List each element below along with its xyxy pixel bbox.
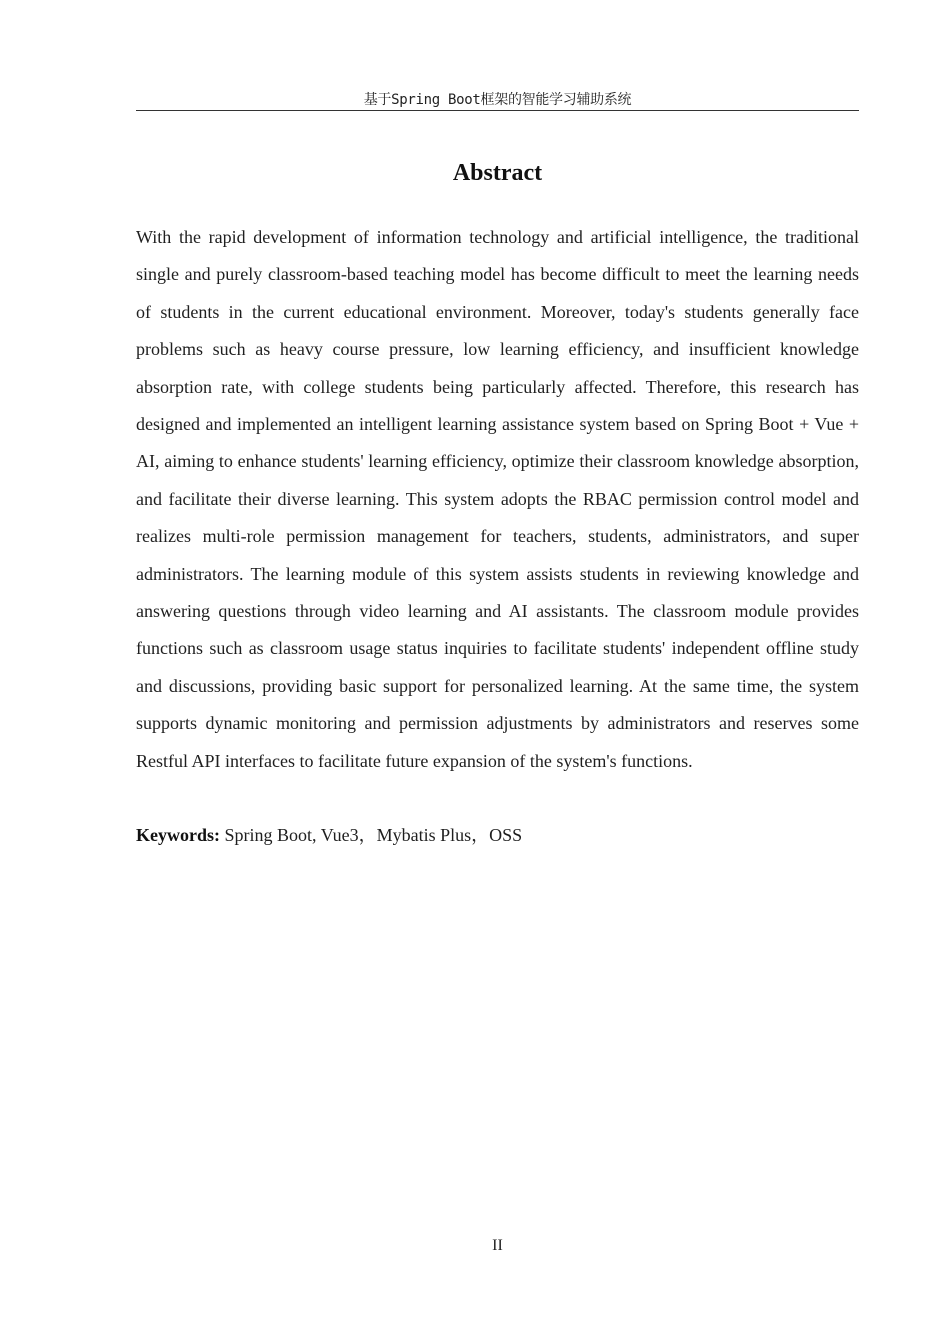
keywords-label: Keywords: bbox=[136, 825, 220, 845]
running-header: 基于Spring Boot框架的智能学习辅助系统 bbox=[136, 90, 859, 111]
keywords-value: Spring Boot, Vue3，Mybatis Plus，OSS bbox=[220, 825, 523, 845]
abstract-title: Abstract bbox=[452, 160, 543, 186]
keywords-line bbox=[136, 820, 859, 850]
page-number: II bbox=[492, 1237, 503, 1254]
abstract-body: With the rapid development of information technology and artificial intelligence, the traditional single and purely classroom-based teaching model has become difficult to meet the learning needs of students in the current educational environment. Moreover, today's students generally face problems such as heavy course pressure, low learning efficiency, and insufficient knowledge absorption rate, with college students being particularly affected. Therefore, this research has designed and implemented an intelligent learning assistance system based on Spring Boot + Vue + AI, aiming to enhance students' learning efficiency, optimize their classroom knowledge absorption, and facilitate their diverse learning. This system adopts the RBAC permission control model and realizes multi-role permission management for teachers, students, administrators, and super administrators. The learning module of this system assists students in reviewing knowledge and answering questions through video learning and AI assistants. The classroom module provides functions such as classroom usage status inquiries to facilitate students' independent offline study and discussions, providing basic support for personalized learning. At the same time, the system supports dynamic monitoring and permission adjustments by administrators and reserves some Restful API interfaces to facilitate future expansion of the system's functions. bbox=[136, 227, 859, 771]
